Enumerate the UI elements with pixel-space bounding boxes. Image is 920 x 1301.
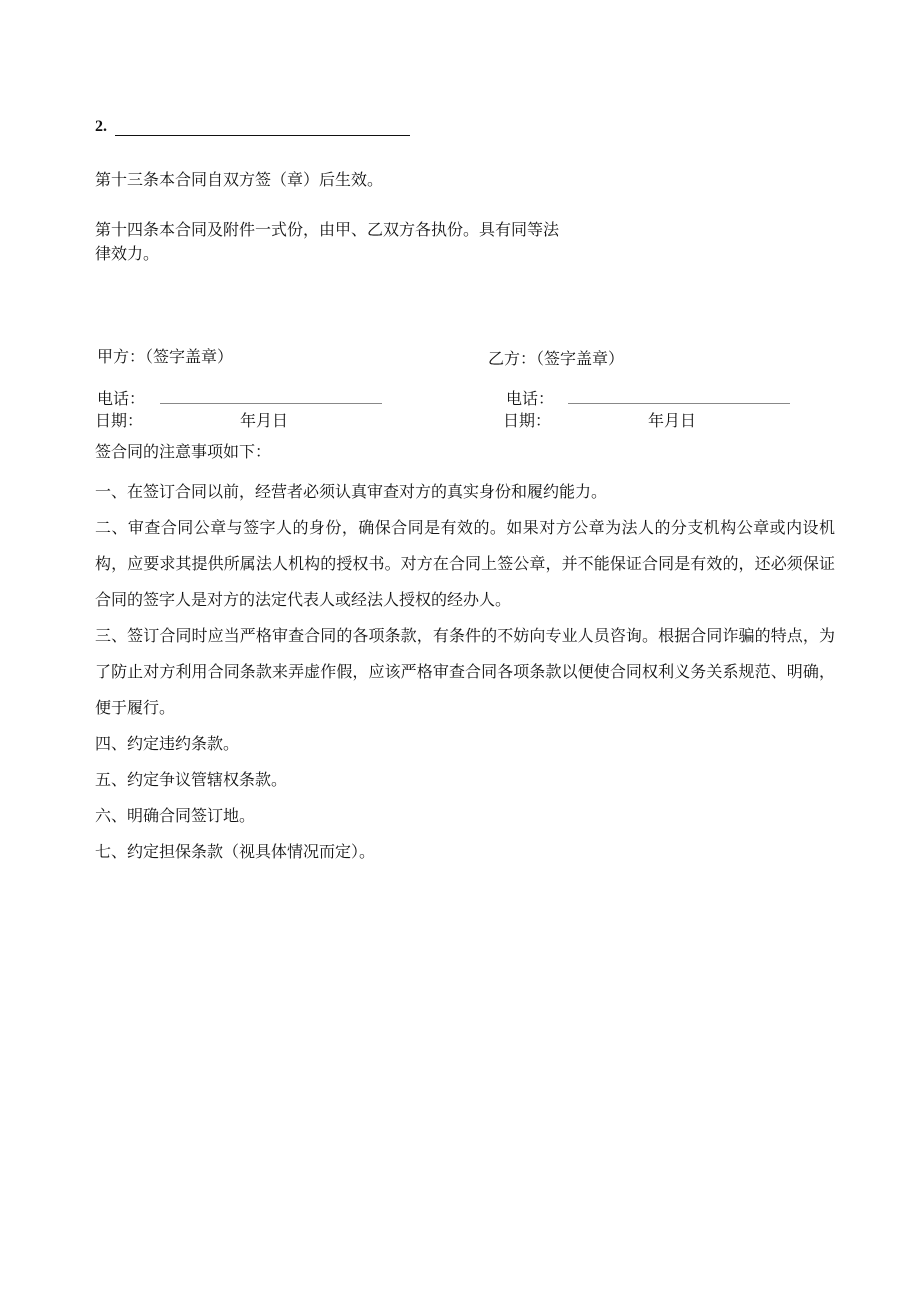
party-a-date-value: 年月日 (240, 411, 289, 430)
item-2-blank-line (115, 135, 410, 136)
item-2-number: 2. (95, 118, 107, 135)
note-item: 一、在签订合同以前，经营者必须认真审查对方的真实身份和履约能力。 (95, 482, 608, 501)
note-item: 七、约定担保条款（视具体情况而定）。 (95, 842, 376, 861)
clause-13: 第十三条本合同自双方签（章）后生效。 (95, 170, 384, 189)
clause-14-line-1: 第十四条本合同及附件一式份，由甲、乙双方各执份。具有同等法 (95, 220, 560, 239)
party-b-phone-label: 电话： (506, 389, 555, 408)
party-a-phone-line (160, 403, 382, 404)
party-a-date-label: 日期： (95, 411, 144, 430)
party-b-phone-line (568, 403, 790, 404)
note-item: 六、明确合同签订地。 (95, 806, 256, 825)
notes-title: 签合同的注意事项如下： (95, 442, 272, 461)
party-a-phone-label: 电话： (97, 389, 146, 408)
note-item: 五、约定争议管辖权条款。 (95, 770, 288, 789)
notes-section (95, 440, 835, 870)
party-b-label: 乙方：（签字盖章） (488, 349, 625, 368)
party-b-date-label: 日期： (503, 411, 552, 430)
note-item: 三、签订合同时应当严格审查合同的各项条款，有条件的不妨向专业人员咨询。根据合同诈骗的特点，为了防止对方利用合同条款来弄虚作假，应该严格审查合同各项条款以便使合同权利义务关系规范、明确，便于履行。 (95, 626, 835, 717)
clause-14-line-2: 律效力。 (95, 244, 160, 263)
party-a-label: 甲方：（签字盖章） (97, 347, 234, 366)
note-item: 二、审查合同公章与签字人的身份，确保合同是有效的。如果对方公章为法人的分支机构公章或内设机构，应要求其提供所属法人机构的授权书。对方在合同上签公章，并不能保证合同是有效的，还必须保证合同的签字人是对方的法定代表人或经法人授权的经办人。 (95, 518, 835, 609)
note-item: 四、约定违约条款。 (95, 734, 240, 753)
party-b-date-value: 年月日 (648, 411, 697, 430)
